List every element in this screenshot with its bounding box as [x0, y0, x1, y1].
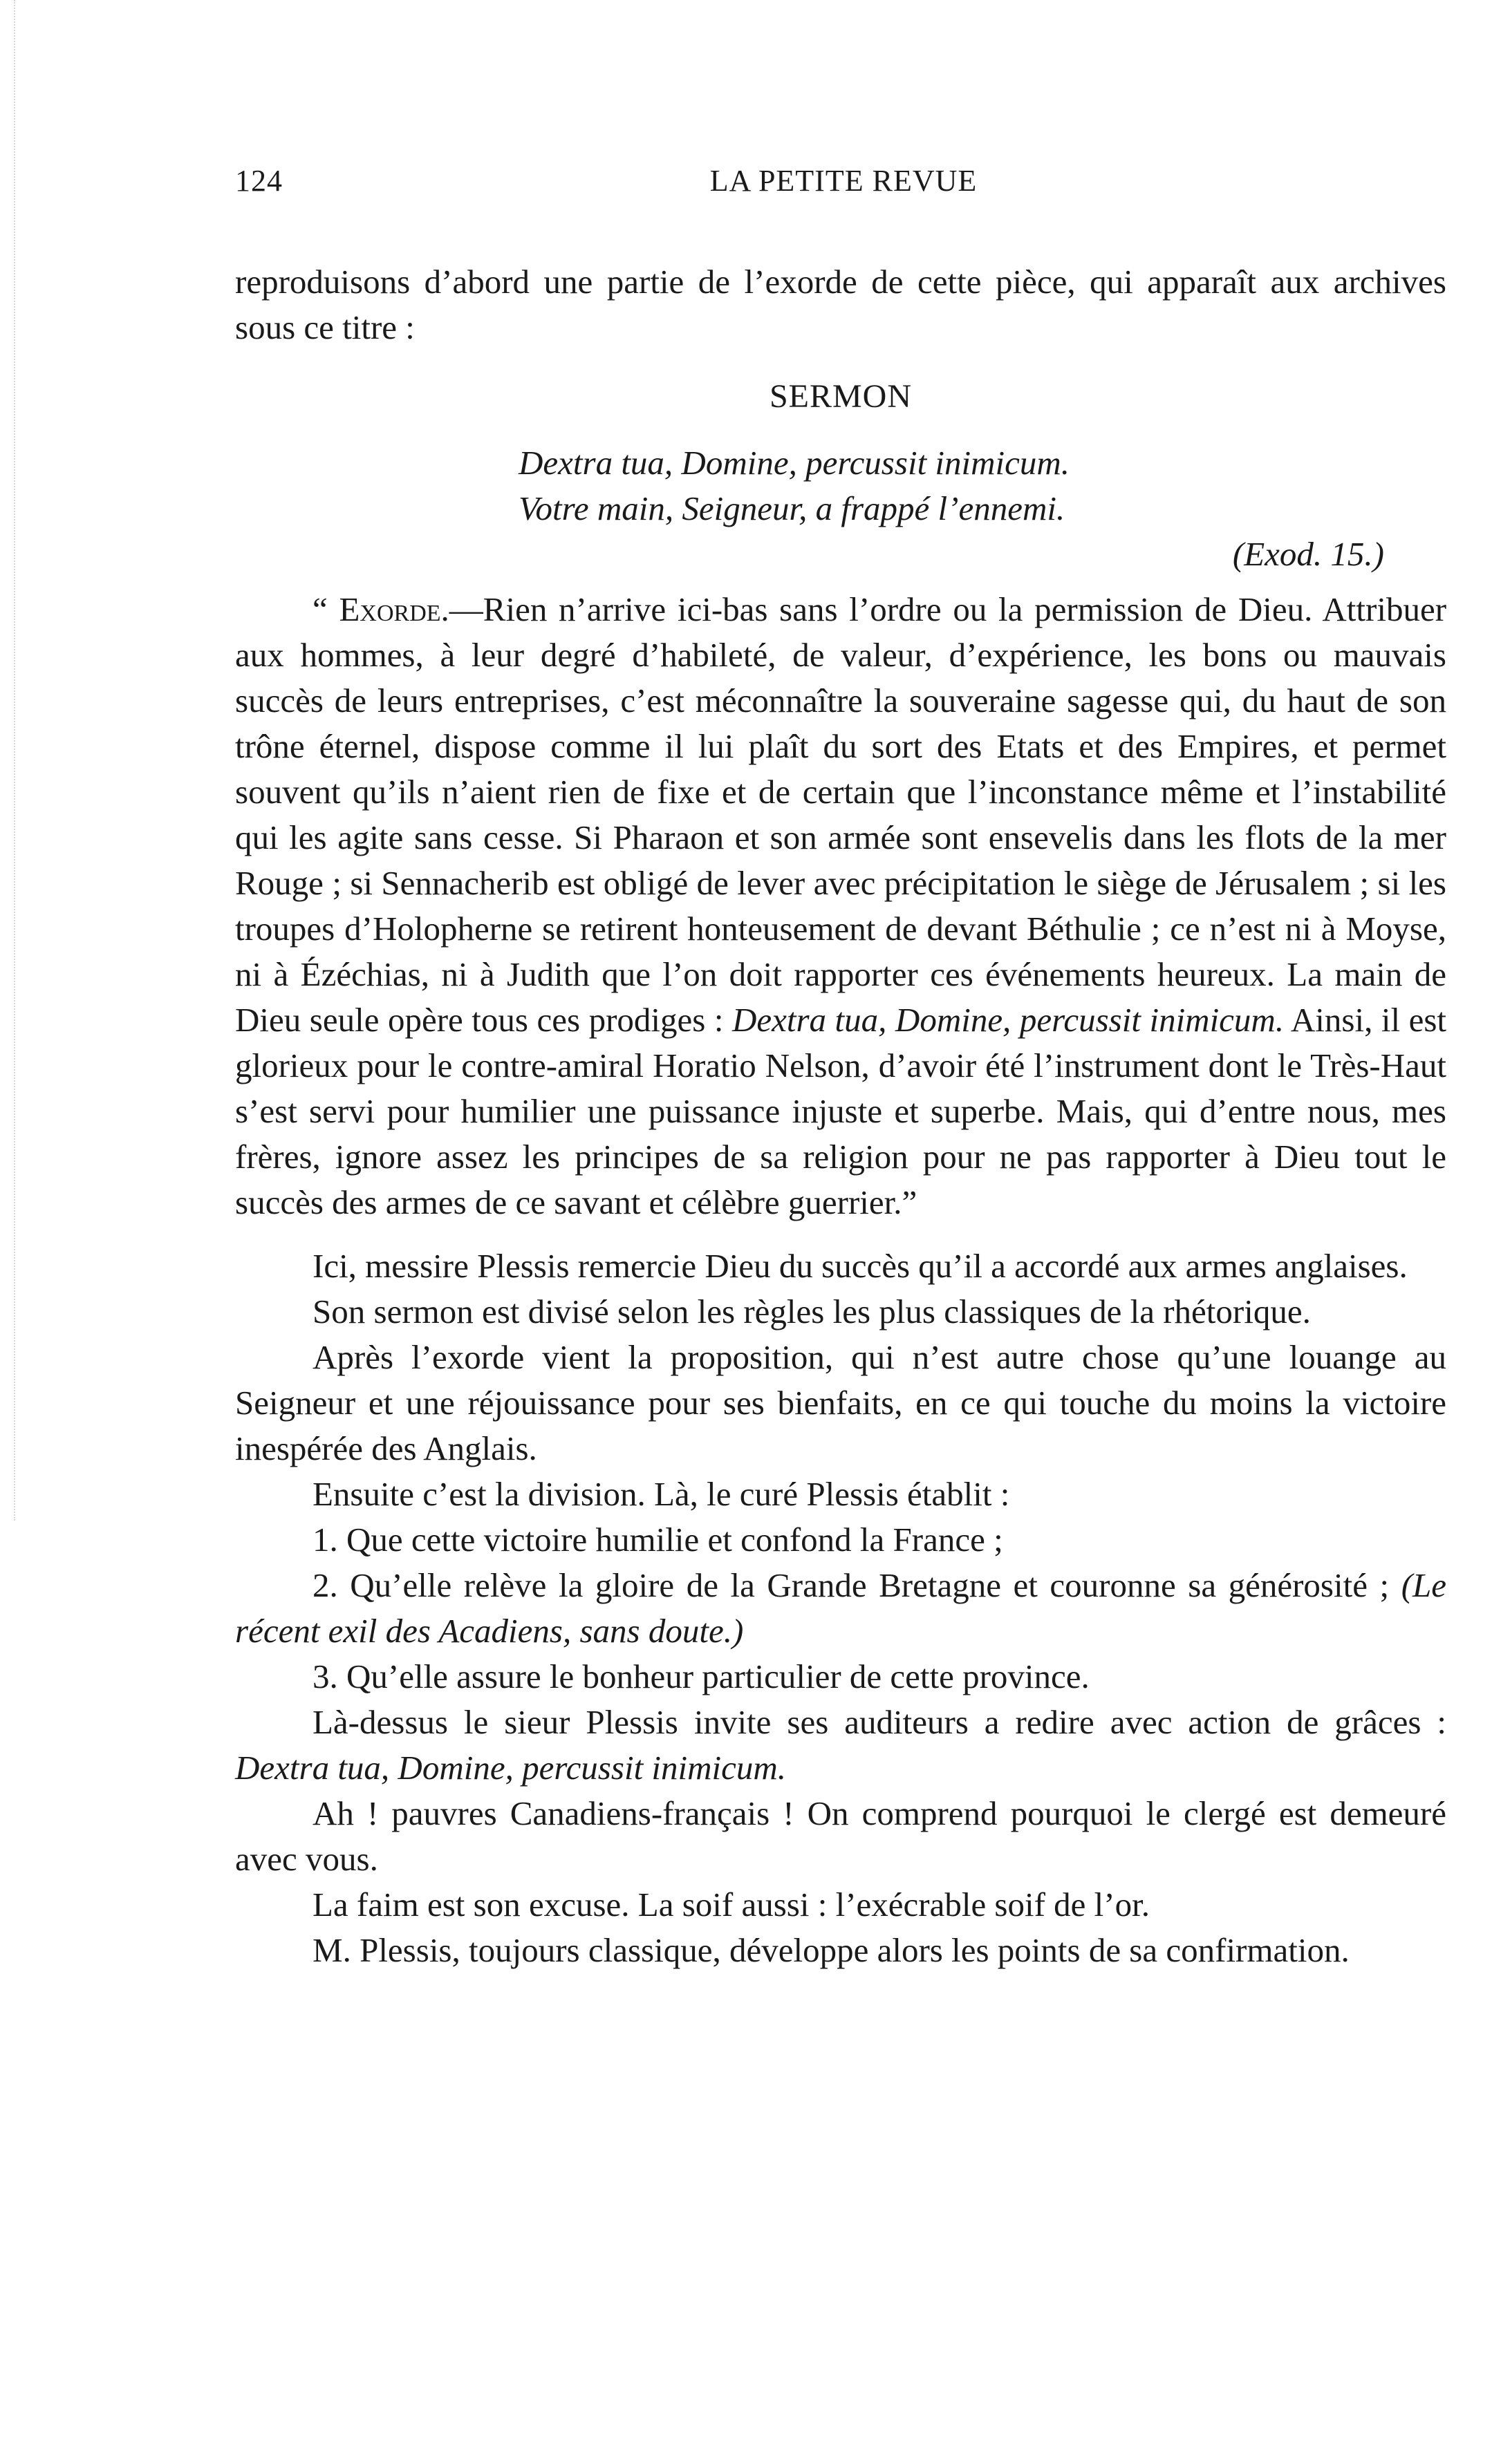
epigraph	[235, 440, 1446, 532]
paragraph-faim: La faim est son excuse. La soif aussi : l’exécrable soif de l’or.	[313, 1885, 1150, 1924]
page-number: 124	[235, 164, 283, 198]
exorde-latin: Dextra tua, Domine, percussit inimicum.	[731, 1001, 1285, 1039]
page-body	[235, 259, 1446, 1973]
exorde-text-1: —Rien n’arrive ici-bas sans l’ordre ou la permission de Dieu. Attribuer aux hommes, à leur degré d’habileté, de valeur, d’expérience, les bons ou mauvais succès de leurs entreprises, c’est méconnaître la souveraine sagesse qui, du haut de son trône éternel, dispose comme il lui plaît du sort des Etats et des Empires, et permet souvent qu’ils n’aient rien de fixe et de certain que l’inconstance même et l’instabilité qui les agite sans cesse. Si Pharaon et son armée sont ensevelis dans les flots de la mer Rouge ; si Sennacherib est obligé de lever avec précipitation le siège de Jérusalem ; si les troupes d’Holopherne se retirent honteusement de devant Béthulie ; ce n’est ni à Moyse, ni à Ézéchias, ni à Judith que l’on doit rapporter ces événements heureux. La main de Dieu seule opère tous ces prodiges :	[235, 590, 1447, 1039]
epigraph-reference: (Exod. 15.)	[1232, 535, 1384, 573]
list-item-2	[235, 1563, 1446, 1654]
paragraph-invitation-text: Là-dessus le sieur Plessis invite ses auditeurs a redire avec action de grâces :	[313, 1703, 1446, 1741]
sermon-heading: SERMON	[769, 378, 913, 415]
paragraph-proposition: Après l’exorde vient la proposition, qui n’est autre chose qu’une louange au Seigneur et une réjouissance pour ses bienfaits, en ce qui touche du moins la victoire inespérée des Anglais.	[235, 1338, 1446, 1467]
paragraph-thanks: Ici, messire Plessis remercie Dieu du succès qu’il a accordé aux armes anglaises.	[313, 1247, 1408, 1285]
running-title: LA PETITE REVUE	[709, 164, 978, 198]
list-item-3: 3. Qu’elle assure le bonheur particulier de cette province.	[313, 1657, 1090, 1695]
paragraph-division-rules: Son sermon est divisé selon les règles les plus classiques de la rhétorique.	[313, 1292, 1311, 1330]
paragraph-division: Ensuite c’est la division. Là, le curé Plessis établit :	[313, 1475, 1010, 1513]
list-item-2-text: 2. Qu’elle relève la gloire de la Grande Bretagne et couronne sa générosité ;	[313, 1566, 1390, 1604]
exorde-label: Exorde.	[339, 590, 449, 628]
margin-specks	[14, 0, 43, 1521]
list-item-2-note: (Le récent exil des Acadiens, sans doute.)	[235, 1566, 1447, 1650]
intro-paragraph: reproduisons d’abord une partie de l’exorde de cette pièce, qui apparaît aux archives sous ce titre :	[235, 263, 1446, 346]
epigraph-latin: Dextra tua, Domine, percussit inimicum.	[519, 444, 1070, 482]
exorde-paragraph: “ Exorde.—Rien n’arrive ici-bas sans l’ordre ou la permission de Dieu. Attribuer aux hommes, à leur degré d’habileté, de valeur, d’expérience, les bons ou mauvais succès de leurs entreprises, c’est méconnaître la souveraine sagesse qui, du haut de son trône éternel, dispose comme il lui plaît du sort des Etats et des Empires, et permet souvent qu’ils n’aient rien de fixe et de certain que l’inconstance même et l’instabilité qui les agite sans cesse. Si Pharaon et son armée sont ensevelis dans les flots de la mer Rouge ; si Sennacherib est obligé de lever avec précipitation le siège de Jérusalem ; si les troupes d’Holopherne se retirent honteusement de devant Béthulie ; ce n’est ni à Moyse, ni à Ézéchias, ni à Judith que l’on doit rapporter ces événements heureux. La main de Dieu seule opère tous ces prodiges : Dextra tua, Domine, percussit inimicum. Ainsi, il est glorieux pour le contre-amiral Horatio Nelson, d’avoir été l’instrument dont le Très-Haut s’est servi pour humilier une puissance injuste et superbe. Mais, qui d’entre nous, mes frères, ignore assez les principes de sa religion pour ne pas rapporter à Dieu tout le succès des armes de ce savant et célèbre guerrier.”	[235, 590, 1447, 1221]
paragraph-canadiens: Ah ! pauvres Canadiens-français ! On comprend pourquoi le clergé est demeuré avec vous.	[235, 1794, 1446, 1878]
list-item-1: 1. Que cette victoire humilie et confond la France ;	[313, 1521, 1003, 1559]
page-header	[235, 163, 1452, 211]
exorde-text-2: Ainsi, il est glorieux pour le contre-amiral Horatio Nelson, d’avoir été l’instrument dont le Très-Haut s’est servi pour humilier une puissance injuste et superbe. Mais, qui d’entre nous, mes frères, ignore assez les principes de sa religion pour ne pas rapporter à Dieu tout le succès des armes de ce savant et célèbre guerrier.”	[235, 1001, 1447, 1221]
paragraph-invitation-latin: Dextra tua, Domine, percussit inimicum.	[235, 1749, 787, 1787]
paragraph-confirmation: M. Plessis, toujours classique, développe alors les points de sa confirmation.	[313, 1931, 1350, 1969]
paragraph-invitation	[235, 1700, 1446, 1791]
epigraph-french: Votre main, Seigneur, a frappé l’ennemi.	[519, 489, 1065, 527]
